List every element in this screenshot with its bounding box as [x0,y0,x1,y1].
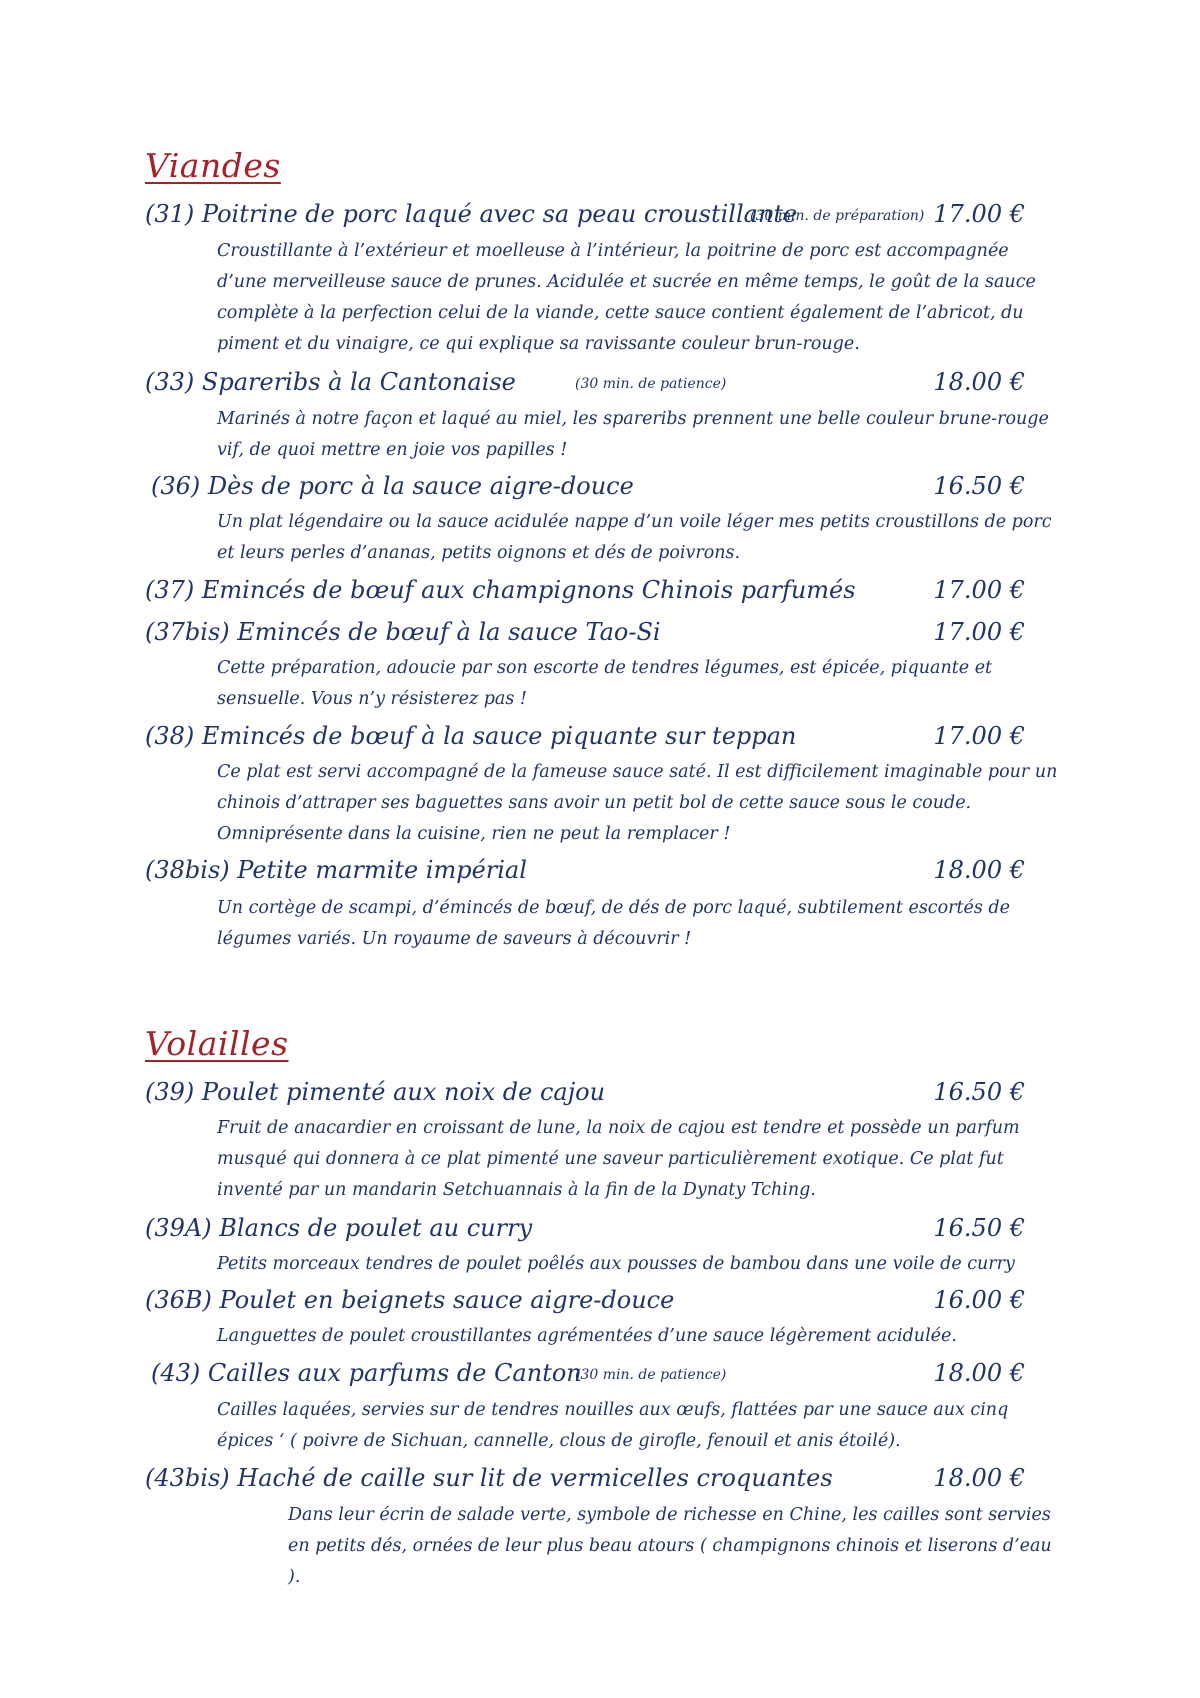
menu-item-33 [145,365,1025,399]
menu-item-37bis [145,615,1025,649]
menu-item-39 [145,1075,1025,1109]
item-description: Petits morceaux tendres de poulet poêlés aux pousses de bambou dans une voile de curry [217,1254,1015,1274]
section-title-viandes: Viandes [145,146,281,185]
menu-item-31 [145,197,1025,231]
item-description: Ce plat est servi accompagné de la fameuse sauce saté. Il est difficilement imaginable pour un chinois d’attraper ses baguettes sans avoir un petit bol de cette sauce sous le coude. Omniprésente dans la cuisine, rien ne peut la remplacer ! [217,762,1058,844]
item-price: 17.00 € [933,722,1025,750]
item-price: 17.00 € [933,618,1025,646]
menu-item-37 [145,573,1025,607]
item-number: (39) [145,1078,195,1106]
item-description: Cette préparation, adoucie par son escorte de tendres légumes, est épicée, piquante et sensuelle. Vous n’y résisterez pas ! [217,658,993,709]
item-price: 16.50 € [933,1214,1025,1242]
menu-item-43bis [145,1461,1025,1495]
item-price: 18.00 € [933,856,1025,884]
item-description: Croustillante à l’extérieur et moelleuse à l’intérieur, la poitrine de porc est accompagnée d’une merveilleuse sauce de prunes. Acidulée et sucrée en même temps, le goût de la sauce complète à la perfection celui de la viande, cette sauce contient également de l’abricot, du piment et du vinaigre, ce qui explique sa ravissante couleur brun-rouge. [217,241,1036,354]
item-number: (37bis) [145,618,230,646]
item-number: (36B) [145,1286,212,1314]
item-number: (39A) [145,1214,212,1242]
item-number: (36) [151,472,201,500]
menu-item-38 [145,719,1025,753]
item-price: 16.50 € [933,472,1025,500]
item-description: Cailles laquées, servies sur de tendres nouilles aux œufs, flattées par une sauce aux cinq épices ‘ ( poivre de Sichuan, cannelle, clous de girofle, fenouil et anis étoilé). [217,1400,1009,1451]
item-name: Cailles aux parfums de Canton [207,1359,582,1387]
item-number: (33) [145,368,195,396]
item-note: (30 min. de patience) [575,376,727,392]
item-price: 18.00 € [933,368,1025,396]
item-name: Emincés de bœuf à la sauce Tao-Si [237,618,661,646]
item-name: Emincés de bœuf à la sauce piquante sur teppan [201,722,797,750]
item-number: (37) [145,576,195,604]
menu-item-39a [145,1211,1025,1245]
menu-item-38bis [145,853,1025,887]
item-price: 18.00 € [933,1464,1025,1492]
item-name: Haché de caille sur lit de vermicelles croquantes [237,1464,833,1492]
menu-item-36b [145,1283,1025,1317]
item-name: Emincés de bœuf aux champignons Chinois parfumés [201,576,856,604]
item-description: Fruit de anacardier en croissant de lune, la noix de cajou est tendre et possède un parfum musqué qui donnera à ce plat pimenté une saveur particulièrement exotique. Ce plat fut inventé par un mandarin Setchuannais à la fin de la Dynaty Tching. [217,1118,1020,1200]
item-name: Poulet en beignets sauce aigre-douce [219,1286,675,1314]
item-number: (31) [145,200,195,228]
item-note: (30 min. de patience) [575,1367,727,1383]
item-price: 17.00 € [933,200,1025,228]
item-name: Dès de porc à la sauce aigre-douce [207,472,634,500]
item-price: 16.00 € [933,1286,1025,1314]
menu-item-43 [151,1356,1025,1390]
item-number: (38) [145,722,195,750]
item-name: Spareribs à la Cantonaise [201,368,516,396]
section-title-volailles: Volailles [145,1024,289,1063]
item-description: Un plat légendaire ou la sauce acidulée nappe d’un voile léger mes petits croustillons de porc et leurs perles d’ananas, petits oignons et dés de poivrons. [217,512,1052,563]
item-name: Blancs de poulet au curry [219,1214,533,1242]
item-price: 18.00 € [933,1359,1025,1387]
item-number: (43) [151,1359,201,1387]
item-description: Marinés à notre façon et laqué au miel, les spareribs prennent une belle couleur brune-rouge vif, de quoi mettre en joie vos papilles ! [217,409,1049,460]
item-price: 16.50 € [933,1078,1025,1106]
item-description: Languettes de poulet croustillantes agrémentées d’une sauce légèrement acidulée. [217,1326,957,1346]
item-number: (38bis) [145,856,230,884]
item-price: 17.00 € [933,576,1025,604]
item-name: Poitrine de porc laqué avec sa peau croustillante [201,200,798,228]
item-description: Dans leur écrin de salade verte, symbole de richesse en Chine, les cailles sont servies en petits dés, ornées de leur plus beau atours ( champignons chinois et liserons d’eau ). [288,1505,1052,1587]
item-note: (30 min. de préparation) [750,208,925,224]
item-name: Petite marmite impérial [237,856,527,884]
item-name: Poulet pimenté aux noix de cajou [201,1078,606,1106]
item-number: (43bis) [145,1464,230,1492]
item-description: Un cortège de scampi, d’émincés de bœuf, de dés de porc laqué, subtilement escortés de légumes variés. Un royaume de saveurs à découvrir ! [217,898,1010,949]
menu-item-36 [151,469,1025,503]
